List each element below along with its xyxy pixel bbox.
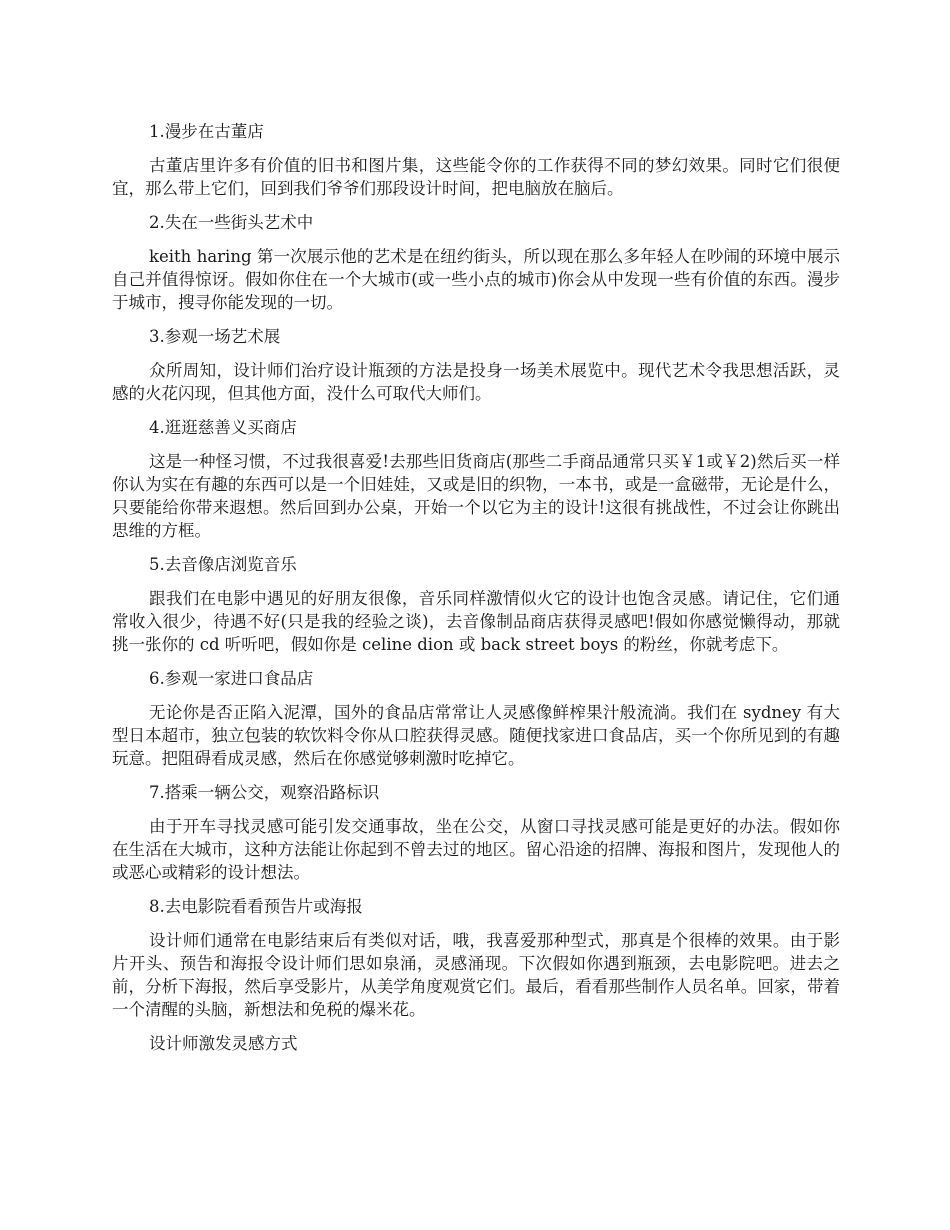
section-heading-3: 3.参观一场艺术展: [149, 327, 281, 346]
document-page: [112, 120, 840, 1066]
section-heading-2: 2.失在一些街头艺术中: [149, 213, 314, 232]
section-heading-1: 1.漫步在古董店: [149, 122, 264, 141]
section-body-8: 设计师们通常在电影结束后有类似对话，哦，我喜爱那种型式，那真是个很棒的效果。由于影片开头、预告和海报令设计师们思如泉涌，灵感涌现。下次假如你遇到瓶颈，去电影院吧。进去之前，分析下海报，然后享受影片，从美学角度观赏它们。最后，看看那些制作人员名单。回家，带着一个清醒的头脑，新想法和免税的爆米花。: [112, 931, 840, 1019]
section-body-1: 古董店里许多有价值的旧书和图片集，这些能令你的工作获得不同的梦幻效果。同时它们很便宜，那么带上它们，回到我们爷爷们那段设计时间，把电脑放在脑后。: [112, 156, 840, 198]
section-heading-5: 5.去音像店浏览音乐: [149, 555, 297, 574]
section-body-4: 这是一种怪习惯，不过我很喜爱!去那些旧货商店(那些二手商品通常只买￥1或￥2)然后买一样你认为实在有趣的东西可以是一个旧娃娃，又或是旧的织物，一本书，或是一盒磁带，无论是什么，只要能给你带来遐想。然后回到办公桌，开始一个以它为主的设计!这很有挑战性，不过会让你跳出思维的方框。: [112, 452, 840, 540]
section-heading-4: 4.逛逛慈善义买商店: [149, 418, 297, 437]
closing-line: 设计师激发灵感方式: [149, 1034, 298, 1053]
section-body-7: 由于开车寻找灵感可能引发交通事故，坐在公交，从窗口寻找灵感可能是更好的办法。假如你在生活在大城市，这种方法能让你起到不曾去过的地区。留心沿途的招牌、海报和图片，发现他人的或恶心或精彩的设计想法。: [112, 817, 840, 882]
section-body-6: 无论你是否正陷入泥潭，国外的食品店常常让人灵感像鲜榨果汁般流淌。我们在 sydney 有大型日本超市，独立包装的软饮料令你从口腔获得灵感。随便找家进口食品店，买一个你所见到的有趣玩意。把阻碍看成灵感，然后在你感觉够刺激时吃掉它。: [112, 703, 840, 768]
section-body-5: 跟我们在电影中遇见的好朋友很像，音乐同样激情似火它的设计也饱含灵感。请记住，它们通常收入很少，待遇不好(只是我的经验之谈)，去音像制品商店获得灵感吧!假如你感觉懒得动，那就挑一张你的 cd 听听吧，假如你是 celine dion 或 back street boys 的粉丝，你就考虑下。: [112, 589, 840, 654]
section-heading-8: 8.去电影院看看预告片或海报: [149, 897, 363, 916]
section-body-2: keith haring 第一次展示他的艺术是在纽约街头，所以现在那么多年轻人在吵闹的环境中展示自己并值得惊讶。假如你住在一个大城市(或一些小点的城市)你会从中发现一些有价值的东西。漫步于城市，搜寻你能发现的一切。: [112, 247, 840, 312]
section-heading-7: 7.搭乘一辆公交，观察沿路标识: [149, 783, 380, 802]
section-heading-6: 6.参观一家进口食品店: [149, 669, 314, 688]
section-body-3: 众所周知，设计师们治疗设计瓶颈的方法是投身一场美术展览中。现代艺术令我思想活跃，灵感的火花闪现，但其他方面，没什么可取代大师们。: [112, 361, 840, 403]
